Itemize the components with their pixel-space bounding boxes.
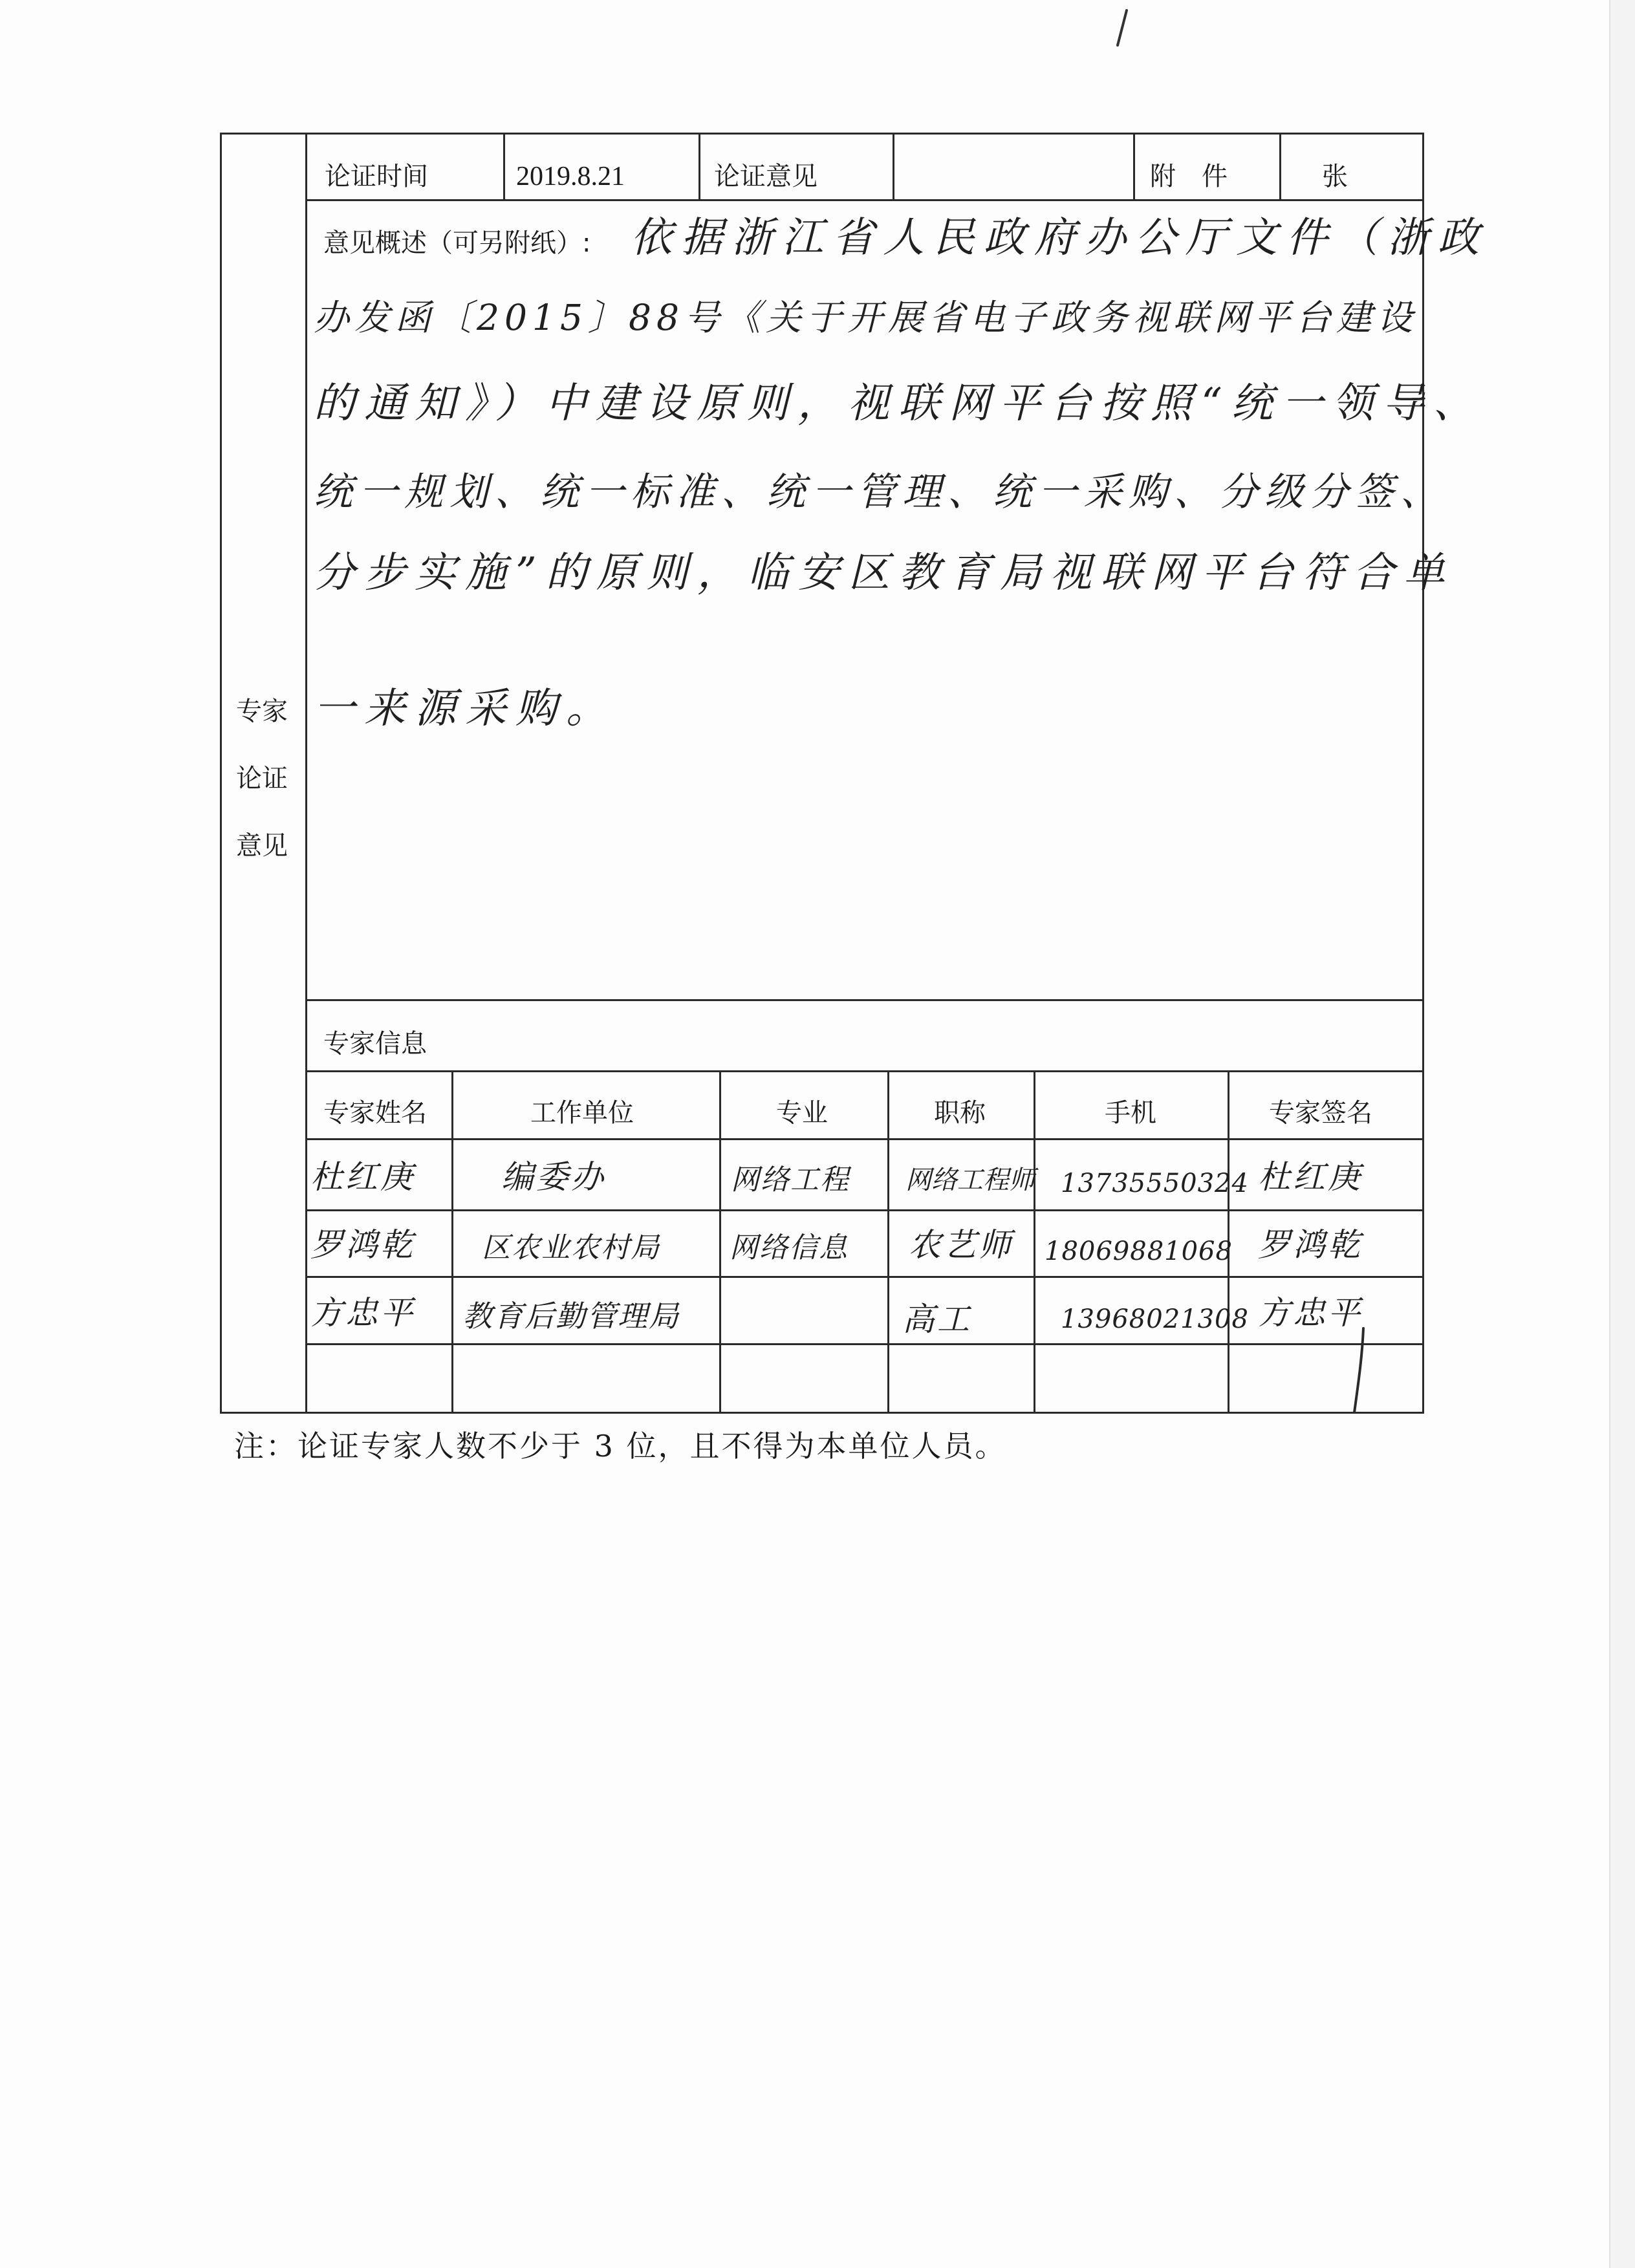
- col-header-major: 专业: [776, 1098, 828, 1128]
- side-label-2: 论证: [236, 764, 288, 794]
- expert-signature: 杜红庚: [1258, 1158, 1363, 1196]
- expert-phone: 13735550324: [1061, 1169, 1249, 1198]
- expert-major: 网络信息: [730, 1231, 849, 1264]
- opinion-label: 论证意见: [714, 162, 817, 191]
- expert-phone: 18069881068: [1045, 1237, 1233, 1266]
- summary-line: 一来源采购。: [314, 685, 616, 733]
- summary-line: 办发函〔2015〕88号《关于开展省电子政务视联网平台建设: [314, 297, 1418, 338]
- expert-unit: 编委办: [501, 1158, 606, 1196]
- col-header-title: 职称: [934, 1098, 986, 1128]
- expert-name: 方忠平: [310, 1294, 415, 1332]
- rule: [305, 1070, 1424, 1072]
- page-edge: [1609, 0, 1635, 2268]
- rule: [887, 1070, 889, 1414]
- summary-line: 依据浙江省人民政府办公厅文件（浙政: [631, 214, 1488, 262]
- attachment-label: 附 件: [1150, 162, 1228, 191]
- footnote: 注：论证专家人数不少于 3 位，且不得为本单位人员。: [234, 1429, 1007, 1463]
- experts-section-label: 专家信息: [323, 1029, 427, 1059]
- rule: [1279, 133, 1281, 201]
- expert-title: 农艺师: [909, 1226, 1013, 1264]
- rule: [305, 999, 1424, 1001]
- expert-name: 杜红庚: [310, 1158, 415, 1196]
- time-label: 论证时间: [325, 162, 428, 191]
- expert-title: 高工: [902, 1301, 972, 1338]
- side-label-3: 意见: [236, 831, 288, 861]
- rule: [451, 1070, 453, 1414]
- rule: [698, 133, 700, 201]
- col-header-signature: 专家签名: [1269, 1098, 1372, 1128]
- attachment-unit: 张: [1322, 162, 1348, 191]
- rule: [719, 1070, 721, 1414]
- rule: [220, 1412, 1424, 1414]
- summary-label: 意见概述（可另附纸）:: [323, 228, 591, 258]
- expert-unit: 区农业农村局: [482, 1231, 660, 1264]
- signature-stroke: [1345, 1326, 1371, 1416]
- expert-title: 网络工程师: [905, 1165, 1035, 1195]
- summary-line: 分步实施”的原则，临安区教育局视联网平台符合单: [314, 549, 1454, 597]
- rule: [305, 1276, 1424, 1278]
- expert-unit: 教育后勤管理局: [462, 1299, 680, 1334]
- rule: [1422, 133, 1424, 1414]
- rule: [305, 1343, 1424, 1345]
- col-header-unit: 工作单位: [530, 1098, 634, 1128]
- expert-signature: 罗鸿乾: [1258, 1226, 1363, 1264]
- rule: [305, 1138, 1424, 1140]
- col-header-phone: 手机: [1105, 1098, 1156, 1128]
- rule: [220, 133, 1424, 135]
- summary-line: 统一规划、统一标准、统一管理、统一采购、分级分签、: [314, 470, 1446, 515]
- pen-mark: [1112, 8, 1131, 48]
- rule: [893, 133, 894, 201]
- expert-name: 罗鸿乾: [310, 1226, 415, 1264]
- col-header-name: 专家姓名: [323, 1098, 427, 1128]
- rule: [305, 199, 1424, 201]
- rule: [305, 1209, 1424, 1211]
- expert-major: 网络工程: [731, 1163, 850, 1196]
- expert-phone: 13968021308: [1061, 1304, 1249, 1334]
- rule: [1034, 1070, 1035, 1414]
- rule: [1133, 133, 1135, 201]
- summary-line: 的通知》）中建设原则，视联网平台按照“统一领导、: [314, 380, 1484, 427]
- expert-signature: 方忠平: [1258, 1294, 1363, 1332]
- time-value: 2019.8.21: [516, 162, 625, 191]
- side-label-1: 专家: [236, 697, 288, 726]
- rule: [503, 133, 505, 201]
